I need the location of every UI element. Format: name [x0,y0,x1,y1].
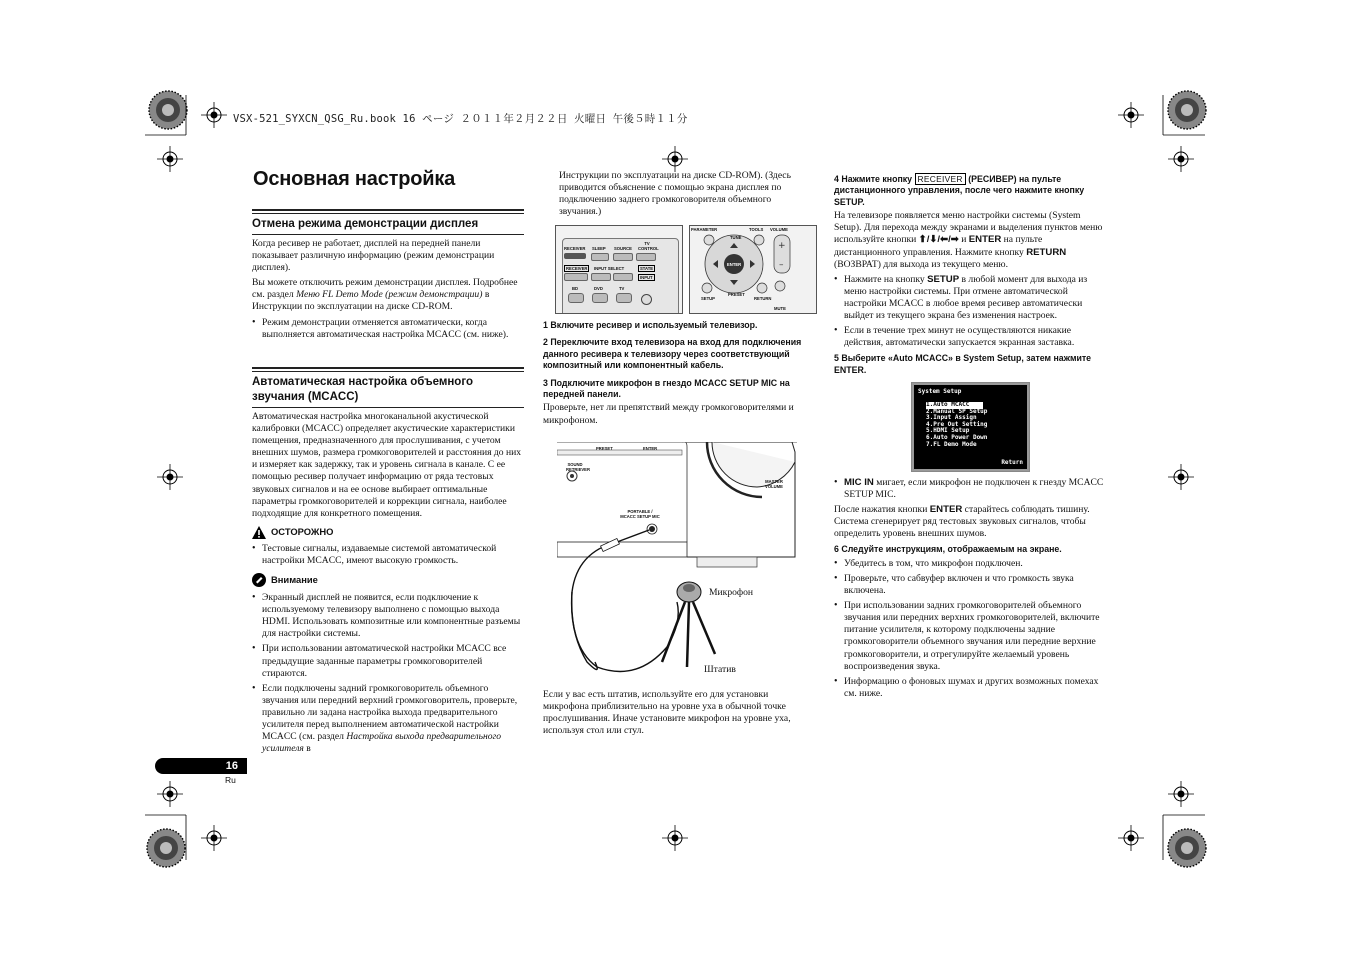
steps-4-5 [834,174,1106,378]
remote-top-illustration [555,225,683,314]
caution-heading [252,526,524,539]
list-item: • Если подключены задний громкоговоритель объемного звучания или передний верхний громкоговоритель, проверьте, правильно ли задана настройка выхода предварительного усилителя перед выполнением автоматической настройки MCACC (см. раздел Настройка выхода предварительного усилителя в [252,683,524,756]
remote-label: PARAMETER [691,227,718,232]
receiver-key: RECEIVER [915,173,966,185]
registration-cross [662,146,688,172]
section-demo-mode [252,209,524,344]
list-item: • Если в течение трех минут не осуществляются никакие действия, автоматически запускается экранная заставка. [834,325,1106,349]
section-rule [252,234,524,235]
attention-label: Внимание [271,573,318,585]
registration-cross [1118,102,1144,128]
list-item: • Проверьте, что сабвуфер включен и что громкость звука включена. [834,573,1106,597]
registration-cross [201,825,227,851]
section-title: Отмена режима демонстрации дисплея [252,218,479,230]
warning-icon [252,526,266,539]
registration-cross [1168,464,1194,490]
remote-label: VOLUME [770,227,788,232]
list-item: • Тестовые сигналы, издаваемые системой автоматической настройки MCACC, имеют высокую громкость. [252,543,524,567]
registration-cross [1168,146,1194,172]
section-rule [252,367,524,372]
paragraph: На телевизоре появляется меню настройки системы (System Setup). Для перехода между экранами и выделения пунктов меню используйте кнопки ⬆/⬇/⬅/➡ и ENTER на пульте дистанционного управления. Нажмите кнопку RETURN (ВОЗВРАТ) для выхода из текущего меню. [834,210,1103,270]
remote-label: RECEIVER [566,266,588,271]
svg-text:–: – [779,260,784,270]
stand-label: Штатив [704,664,736,675]
section-title: Автоматическая настройка объемного звучания (MCACC) [252,376,473,403]
menu-item-manual-sp-setup[interactable]: 2.Manual SP Setup [926,407,988,415]
section-rule [252,407,524,408]
registration-cross [157,781,183,807]
manual-reference: Настройка выхода предварительного усилителя [262,731,502,755]
list-item: • Убедитесь в том, что микрофон подключен. [834,558,1106,570]
steps-1-3 [543,320,815,427]
paragraph: Когда ресивер не работает, дисплей на передней панели показывает различную информацию (режим демонстрации дисплея). [252,238,495,274]
menu-item-hdmi-setup[interactable]: 5.HDMI Setup [926,427,970,435]
remote-label: TUNE [730,235,742,240]
remote-label: SLEEP [592,246,606,251]
step-1: 1 Включите ресивер и используемый телевизор. [543,320,758,330]
page-title: Основная настройка [253,168,456,190]
list-item: • Режим демонстрации отменяется автоматически, когда выполняется автоматическая настройка MCACC (см. ниже). [252,317,524,341]
mic-connection-diagram [557,442,802,682]
menu-list [926,401,987,448]
list-item: • При использовании автоматической настройки MCACC все предыдущие заданные параметры громкоговорителей стираются. [252,643,524,679]
panel-label: MASTER VOLUME [765,479,783,489]
remote-button [641,294,652,305]
registration-burst [149,91,187,129]
page-language: Ru [225,775,236,785]
menu-item-input-assign[interactable]: 3.Input Assign [926,414,977,422]
section-rule [252,209,524,214]
remote-label: SOURCE [614,246,632,251]
panel-label: ENTER [643,446,658,451]
menu-item-pre-out-setting[interactable]: 4.Pre Out Setting [926,420,988,428]
manual-reference: Меню FL Demo Mode (режим демонстрации) [296,289,483,301]
microphone-on-stand [662,582,715,667]
paragraph: Автоматическая настройка многоканальной акустической калибровки (MCACC) определяет акустические характеристики помещения, предназначенного для прослушивания, с учетом внешних шумов, размера громкоговорителей и расстояния до них и измеряет как задержку, так и уровень сигнала в канале. С ее помощью ресивер получает информацию от ряда тестовых звуковых сигналов и на ее основе выбирает оптимальные параметры громкоговорителей и коррекции сигнала, наиболее подходящие для конкретного помещения. [252,411,522,519]
remote-button [591,273,611,281]
registration-burst [1168,829,1206,867]
remote-label: BD [572,286,579,291]
registration-cross [201,102,227,128]
registration-cross [157,146,183,172]
page-number-badge: 16 [155,758,247,774]
print-info-line: VSX-521_SYXCN_QSG_Ru.book 16 ページ ２０１１年２月２２日 火曜日 午後５時１１分 [233,113,688,125]
menu-item-fl-demo-mode[interactable]: 7.FL Demo Mode [926,440,977,448]
remote-label: MUTE [774,306,786,311]
dvd-button [592,293,608,303]
remote-label: TOOLS [749,227,764,232]
remote-label: INPUT [640,275,653,280]
remote-cursor-illustration [689,225,817,314]
return-option[interactable]: Return [1001,459,1023,466]
remote-label: DVD [594,286,603,291]
registration-burst [1168,91,1206,129]
system-setup-screen [914,385,1027,469]
attention-heading [252,573,524,587]
remote-label: STATE [640,266,654,271]
continued-text: Инструкции по эксплуатации на диске CD-ROM). (Здесь приводится объяснение с помощью экрана дисплея по подключению заднего громкоговорителя объемного звучания.) [559,170,791,218]
list-item: • Экранный дисплей не появится, если подключение к используемому телевизору выполнено с помощью выхода HDMI. Использовать композитные или компонентные разъемы для настройки системы. [252,592,524,640]
panel-label: SOUND RETRIEVER [566,462,590,472]
registration-cross [1118,825,1144,851]
paragraph: Вы можете отключить режим демонстрации дисплея. Подробнее см. раздел Меню FL Demo Mode (режим демонстрации) в Инструкции по эксплуатации на диске CD-ROM. [252,277,518,313]
remote-label: SETUP [701,296,715,301]
panel-label: PORTABLE / MCACC SETUP MIC [620,509,660,519]
menu-item-auto-mcacc[interactable]: 1.Auto MCACC [926,402,983,409]
sleep-button [591,253,609,261]
tv-screen-frame [911,382,1030,472]
registration-burst [147,829,185,867]
remote-label: INPUT SELECT [594,266,625,271]
step-2: 2 Переключите вход телевизора на вход для подключения данного ресивера к телевизору через соответствующий композитный или компонентный кабель. [543,337,802,371]
paragraph: После нажатия кнопки ENTER старайтесь соблюдать тишину. Система сгенерирует ряд тестовых звуковых сигналов, чтобы определить уровень внешних шумов. [834,504,1090,540]
remote-label: TV [619,286,625,291]
enter-button: ENTER [727,262,742,267]
remote-label: RETURN [754,296,772,301]
registration-cross [662,825,688,851]
registration-cross [157,464,183,490]
step-3: 3 Подключите микрофон в гнездо MCACC SETUP MIC на передней панели. [543,377,790,400]
menu-item-auto-power-down[interactable]: 6.Auto Power Down [926,433,988,441]
step-4: 4 Нажмите кнопку RECEIVER (РЕСИВЕР) на пульте дистанционного управления, после чего нажмите кнопку SETUP. [834,174,1085,207]
list-item: • При использовании задних громкоговорителей объемного звучания или передних верхних громкоговорителей, включите питание усилителя, к которому подключены задние громкоговорители объемного звучания или передние верхние громкоговорители, и отрегулируйте желаемый уровень воспроизведения звука. [834,600,1106,673]
tv-power-button [636,253,656,261]
screen-title: System Setup [918,388,962,395]
tv-button [616,293,632,303]
list-item: • Нажмите на кнопку SETUP в любой момент для выхода из меню настройки системы. При отмене автоматической настройки MCACC в любое время ресивер автоматически выйдет из текущего экрана без изменения настроек. [834,274,1106,322]
arrow-keys: ⬆/⬇/⬅/➡ [918,234,959,246]
bd-button [568,293,584,303]
svg-text:+: + [778,241,786,251]
receiver-power-button [564,253,586,259]
remote-button [564,273,588,281]
panel-label: PRESET [596,446,613,451]
paragraph: Если у вас есть штатив, используйте его для установки микрофона приблизительно на уровне уха в обычной точке прослушивания. Иначе установите микрофон на уровне уха, используя стол или стул. [543,689,791,737]
steps-5-6 [834,477,1106,703]
microphone-label: Микрофон [709,587,754,598]
remote-label: PRESET [728,292,745,297]
remote-label: RECEIVER [564,246,586,251]
remote-label: TV CONTROL [638,241,659,251]
list-item: • MIC IN мигает, если микрофон не подключен к гнезду MCACC SETUP MIC. [834,477,1106,501]
paragraph: Проверьте, нет ли препятствий между громкоговорителями и микрофоном. [543,402,794,426]
section-mcacc [252,367,524,758]
registration-cross [1168,781,1194,807]
step-5: 5 Выберите «Auto MCACC» в System Setup, затем нажмите ENTER. [834,353,1092,375]
front-panel [557,442,797,567]
remote-button [613,273,633,281]
note-icon [252,573,266,587]
list-item: • Информацию о фоновых шумах и других возможных помехах см. ниже. [834,676,1106,700]
source-button [613,253,633,261]
step-6: 6 Следуйте инструкциям, отображаемым на экране. [834,544,1062,555]
caution-label: ОСТОРОЖНО [271,526,334,538]
